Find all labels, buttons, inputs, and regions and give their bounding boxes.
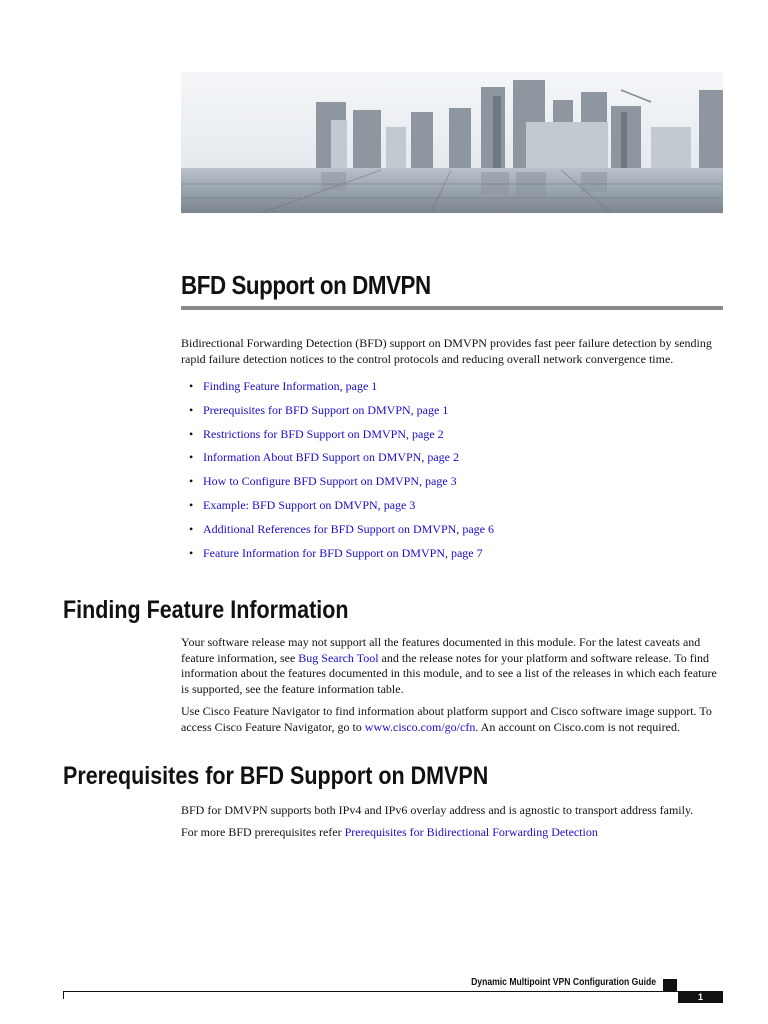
toc-item (181, 424, 494, 448)
finding-paragraph-1: Your software release may not support all the features documented in this module. For the latest caveats and feature information, see Bug Search Tool and the release notes for your platform and software release. To find information about the features documented in this module, and to see a list of the releases in which each feature is supported, see the feature information table. (181, 635, 717, 696)
prerequisites-paragraph-1: BFD for DMVPN supports both IPv4 and IPv6 overlay address and is agnostic to transport address family. (181, 803, 694, 817)
toc-item (181, 495, 494, 519)
toc-link[interactable]: Additional References for BFD Support on DMVPN, page 6 (203, 521, 494, 536)
toc-item (181, 543, 494, 567)
toc-item (181, 376, 494, 400)
toc-link[interactable]: Finding Feature Information, page 1 (203, 379, 378, 393)
cisco-cfn-link[interactable]: www.cisco.com/go/cfn (364, 719, 476, 734)
title-rule (181, 306, 723, 310)
toc-link[interactable]: Feature Information for BFD Support on DMVPN, page 7 (203, 545, 483, 560)
finding-paragraph-2: Use Cisco Feature Navigator to find information about platform support and Cisco software image support. To access Cisco Feature Navigator, go to www.cisco.com/go/cfn. An account on Cisco.com is not required. (181, 704, 712, 734)
bullet-icon: • (189, 521, 194, 536)
toc-link[interactable]: Example: BFD Support on DMVPN, page 3 (203, 497, 416, 512)
bullet-icon: • (189, 426, 194, 441)
toc-item (181, 400, 494, 424)
toc-list (181, 376, 494, 566)
bfd-prerequisites-link[interactable]: Prerequisites for Bidirectional Forwarding Detection (344, 825, 598, 839)
footer-tick (63, 991, 64, 999)
page-number: 1 (678, 991, 723, 1003)
footer-rule (63, 991, 723, 992)
bullet-icon: • (189, 474, 194, 489)
chapter-title: BFD Support on DMVPN (181, 270, 431, 300)
bullet-icon: • (189, 379, 194, 393)
bullet-icon: • (189, 450, 194, 465)
bug-search-tool-link[interactable]: Bug Search Tool (298, 650, 379, 665)
toc-link[interactable]: Restrictions for BFD Support on DMVPN, page 2 (203, 426, 444, 441)
city-skyline-illustration (181, 72, 723, 213)
bullet-icon: • (189, 402, 194, 417)
toc-link[interactable]: Information About BFD Support on DMVPN, page 2 (203, 450, 459, 465)
toc-link[interactable]: How to Configure BFD Support on DMVPN, page 3 (203, 474, 457, 489)
bullet-icon: • (189, 545, 194, 560)
footer-guide-title: Dynamic Multipoint VPN Configuration Guide (471, 977, 656, 988)
intro-paragraph: Bidirectional Forwarding Detection (BFD) support on DMVPN provides fast peer failure detection by sending rapid failure detection notices to the control protocols and reducing overall network convergence time. (181, 336, 712, 366)
toc-item (181, 447, 494, 471)
toc-item (181, 519, 494, 543)
bullet-icon: • (189, 497, 194, 512)
finding-feature-heading: Finding Feature Information (63, 596, 349, 624)
prerequisites-paragraph-2: For more BFD prerequisites refer Prerequisites for Bidirectional Forwarding Detection (181, 825, 598, 839)
prerequisites-heading: Prerequisites for BFD Support on DMVPN (63, 762, 489, 790)
toc-item (181, 471, 494, 495)
footer-marker (663, 979, 677, 991)
toc-link[interactable]: Prerequisites for BFD Support on DMVPN, page 1 (203, 402, 449, 417)
header-banner-image (181, 72, 723, 213)
